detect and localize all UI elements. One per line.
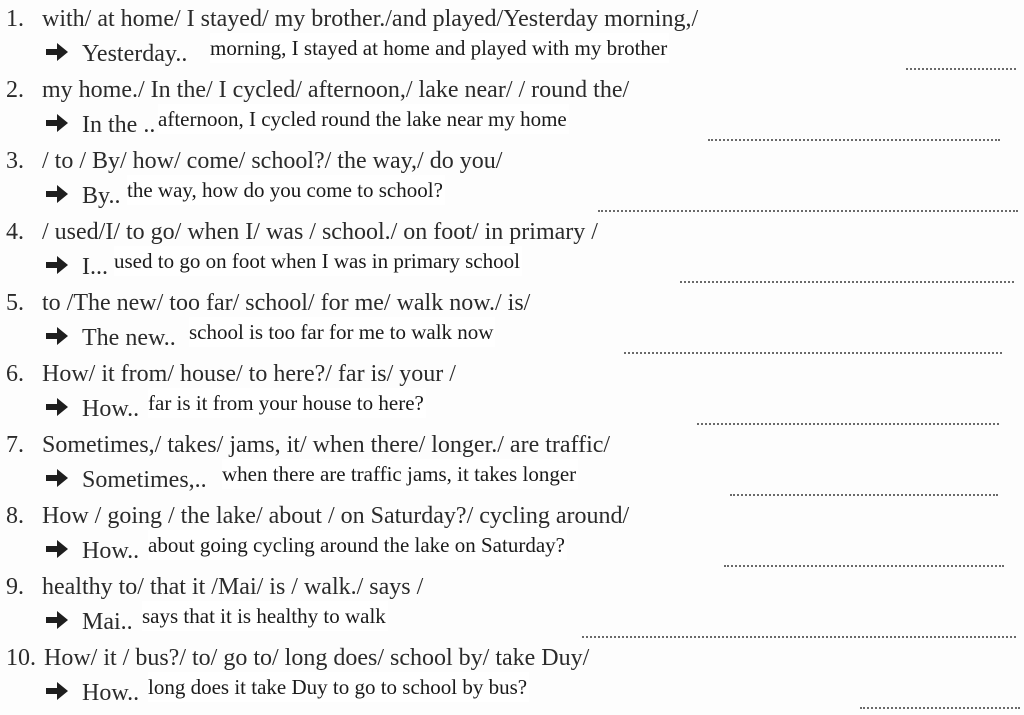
answer-blank-dots	[582, 612, 1016, 638]
answer-blank-dots	[697, 399, 999, 425]
scrambled-prompt: healthy to/ that it /Mai/ is / walk./ says /	[42, 574, 424, 600]
right-arrow-icon	[44, 110, 70, 136]
answer-text[interactable]: school is too far for me to walk now	[189, 317, 495, 347]
answer-line	[0, 178, 1024, 214]
question-line	[6, 144, 502, 178]
question-number: 3.	[6, 148, 24, 174]
exercise-2	[0, 73, 1024, 144]
right-arrow-icon	[44, 39, 70, 65]
question-line	[6, 357, 456, 391]
right-arrow-icon	[44, 181, 70, 207]
right-arrow-icon	[44, 323, 70, 349]
answer-line	[0, 107, 1024, 143]
answer-text[interactable]: used to go on foot when I was in primary school	[114, 246, 522, 276]
question-line	[6, 570, 423, 604]
right-arrow-icon	[44, 465, 70, 491]
answer-text[interactable]: the way, how do you come to school?	[127, 175, 445, 205]
exercise-10	[0, 641, 1024, 712]
answer-start-word: By..	[82, 183, 121, 209]
question-number: 7.	[6, 432, 24, 458]
question-line	[6, 286, 530, 320]
answer-start-word: Yesterday..	[82, 41, 188, 67]
right-arrow-icon	[44, 607, 70, 633]
answer-blank-dots	[724, 541, 1004, 567]
scrambled-prompt: / used/I/ to go/ when I/ was / school./ on foot/ in primary /	[42, 219, 598, 245]
answer-line	[0, 320, 1024, 356]
exercise-9	[0, 570, 1024, 641]
answer-text[interactable]: far is it from your house to here?	[148, 388, 426, 418]
answer-line	[0, 36, 1024, 72]
answer-line	[0, 462, 1024, 498]
answer-line	[0, 533, 1024, 569]
question-line	[6, 215, 598, 249]
question-number: 4.	[6, 219, 24, 245]
answer-text[interactable]: when there are traffic jams, it takes longer	[222, 459, 578, 489]
answer-blank-dots	[680, 257, 1014, 283]
right-arrow-icon	[44, 678, 70, 704]
answer-start-word: In the ..	[82, 112, 156, 138]
right-arrow-icon	[44, 252, 70, 278]
exercise-4	[0, 215, 1024, 286]
scrambled-prompt: How/ it / bus?/ to/ go to/ long does/ school by/ take Duy/	[44, 645, 590, 671]
question-line	[6, 73, 629, 107]
answer-text[interactable]: long does it take Duy to go to school by bus?	[148, 672, 529, 702]
exercise-5	[0, 286, 1024, 357]
question-line	[6, 428, 610, 462]
answer-start-word: How..	[82, 538, 140, 564]
answer-text[interactable]: morning, I stayed at home and played with my brother	[210, 33, 669, 63]
right-arrow-icon	[44, 536, 70, 562]
question-line	[6, 499, 629, 533]
answer-start-word: I...	[82, 254, 108, 280]
answer-blank-dots	[624, 328, 1002, 354]
answer-line	[0, 604, 1024, 640]
scrambled-prompt: with/ at home/ I stayed/ my brother./and played/Yesterday morning,/	[42, 6, 699, 32]
answer-line	[0, 249, 1024, 285]
scrambled-prompt: How/ it from/ house/ to here?/ far is/ your /	[42, 361, 456, 387]
answer-blank-dots	[708, 115, 1000, 141]
exercise-1	[0, 2, 1024, 73]
question-number: 10.	[6, 645, 36, 671]
scrambled-prompt: / to / By/ how/ come/ school?/ the way,/ do you/	[42, 148, 503, 174]
answer-start-word: Sometimes,..	[82, 467, 207, 493]
answer-text[interactable]: about going cycling around the lake on Saturday?	[148, 530, 567, 560]
answer-start-word: How..	[82, 680, 140, 706]
exercise-8	[0, 499, 1024, 570]
question-number: 9.	[6, 574, 24, 600]
answer-start-word: How..	[82, 396, 140, 422]
question-number: 6.	[6, 361, 24, 387]
right-arrow-icon	[44, 394, 70, 420]
answer-start-word: Mai..	[82, 609, 133, 635]
answer-text[interactable]: afternoon, I cycled round the lake near my home	[158, 104, 569, 134]
question-number: 1.	[6, 6, 24, 32]
scrambled-prompt: How / going / the lake/ about / on Saturday?/ cycling around/	[42, 503, 630, 529]
scrambled-prompt: my home./ In the/ I cycled/ afternoon,/ lake near/ / round the/	[42, 77, 630, 103]
answer-blank-dots	[730, 470, 998, 496]
answer-line	[0, 675, 1024, 711]
answer-blank-dots	[860, 683, 1020, 709]
question-number: 5.	[6, 290, 24, 316]
answer-blank-dots	[598, 186, 1018, 212]
exercise-6	[0, 357, 1024, 428]
exercise-7	[0, 428, 1024, 499]
question-number: 8.	[6, 503, 24, 529]
question-line	[6, 641, 589, 675]
answer-line	[0, 391, 1024, 427]
answer-blank-dots	[906, 44, 1016, 70]
answer-start-word: The new..	[82, 325, 176, 351]
question-number: 2.	[6, 77, 24, 103]
question-line	[6, 2, 698, 36]
scrambled-prompt: Sometimes,/ takes/ jams, it/ when there/ longer./ are traffic/	[42, 432, 611, 458]
scrambled-prompt: to /The new/ too far/ school/ for me/ walk now./ is/	[42, 290, 531, 316]
answer-text[interactable]: says that it is healthy to walk	[142, 601, 388, 631]
exercise-3	[0, 144, 1024, 215]
